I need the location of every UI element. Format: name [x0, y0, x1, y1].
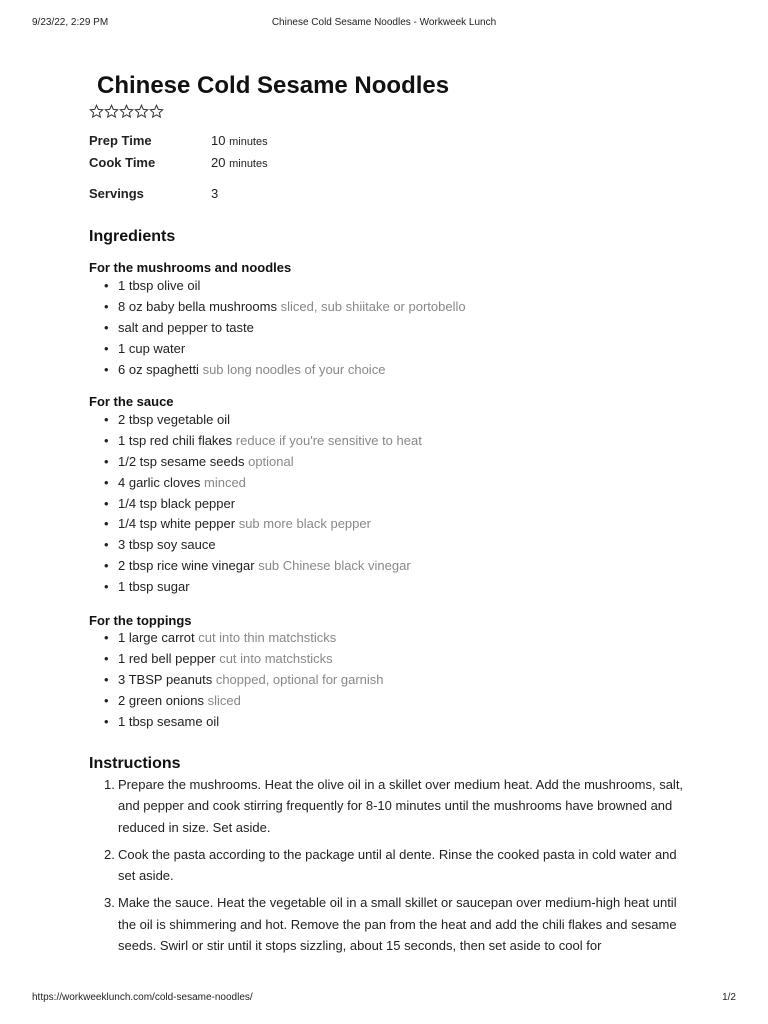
ingredient-item — [104, 452, 422, 473]
ingredient-text: salt and pepper to taste — [118, 319, 254, 335]
ingredient-text: 1 tsp red chili flakes — [118, 432, 233, 448]
cook-time-label: Cook Time — [89, 155, 156, 170]
ingredient-item — [104, 297, 466, 318]
step-text: Prepare the mushrooms. Heat the olive oil in a skillet over medium heat. Add the mushrooms, salt, and pepper and cook stirring frequently for 8-10 minutes until the mushrooms have browned and reduced in size. Set aside. — [118, 777, 684, 835]
ingredient-note: optional — [248, 453, 294, 469]
servings-label: Servings — [89, 186, 144, 201]
ingredient-text: 1 tbsp sesame oil — [118, 713, 220, 729]
ingredient-group-title: For the toppings — [89, 613, 192, 628]
instruction-step — [104, 892, 694, 956]
ingredient-item — [104, 556, 422, 577]
ingredient-item — [104, 410, 422, 431]
page-url: https://workweeklunch.com/cold-sesame-noodles/ — [32, 992, 253, 1003]
print-header — [32, 17, 736, 31]
instruction-step — [104, 774, 694, 838]
step-number: 3. — [104, 895, 115, 911]
ingredient-list — [104, 276, 466, 380]
prep-time-number: 10 — [211, 133, 226, 148]
ingredient-text: 2 tbsp vegetable oil — [118, 412, 231, 427]
star-icon[interactable] — [119, 104, 134, 119]
ingredient-item — [104, 276, 466, 297]
ingredient-note: minced — [204, 474, 246, 490]
ingredient-item — [104, 628, 384, 649]
step-number: 1. — [104, 777, 115, 792]
ingredient-note: sliced, sub shiitake or portobello — [280, 298, 466, 314]
ingredient-text: 3 TBSP peanuts — [118, 671, 213, 687]
ingredient-item — [104, 670, 384, 691]
ingredient-item — [104, 431, 422, 452]
ingredient-text: 1 cup water — [118, 340, 186, 356]
recipe-title: Chinese Cold Sesame Noodles — [97, 72, 450, 99]
ingredient-item — [104, 535, 422, 556]
ingredient-text: 8 oz baby bella mushrooms — [118, 298, 277, 314]
instruction-step — [104, 844, 694, 887]
star-icon[interactable] — [104, 104, 119, 119]
ingredient-list — [104, 410, 422, 598]
cook-time-value — [211, 155, 268, 170]
ingredient-text: 1 red bell pepper — [118, 650, 216, 666]
step-text: Cook the pasta according to the package until al dente. Rinse the cooked pasta in cold water and set aside. — [118, 846, 677, 884]
cook-time-number: 20 — [211, 155, 226, 170]
ingredient-item — [104, 318, 466, 339]
ingredient-group-title: For the sauce — [89, 394, 174, 409]
star-icon[interactable] — [134, 104, 149, 119]
prep-time-label: Prep Time — [89, 133, 152, 148]
instructions-heading: Instructions — [89, 755, 181, 772]
prep-time-value — [211, 133, 268, 148]
ingredient-note: chopped, optional for garnish — [215, 671, 384, 687]
ingredient-item — [104, 494, 422, 515]
ingredient-text: 1 large carrot — [118, 630, 195, 645]
ingredient-text: 3 tbsp soy sauce — [118, 537, 216, 553]
servings-value[interactable]: 3 — [211, 186, 219, 201]
star-icon[interactable] — [149, 104, 164, 119]
ingredient-note: cut into matchsticks — [219, 650, 333, 666]
ingredient-item — [104, 712, 384, 733]
ingredient-item — [104, 691, 384, 712]
ingredient-text: 1/4 tsp black pepper — [118, 495, 236, 511]
ingredient-text: 1/2 tsp sesame seeds — [118, 453, 245, 469]
ingredient-text: 1 tbsp olive oil — [118, 278, 201, 293]
ingredient-text: 4 garlic cloves — [118, 474, 201, 490]
print-date: 9/23/22, 2:29 PM — [32, 17, 109, 28]
ingredient-note: sub long noodles of your choice — [202, 361, 386, 377]
ingredient-item — [104, 577, 422, 598]
ingredient-group-title: For the mushrooms and noodles — [89, 260, 292, 275]
ingredient-text: 2 green onions — [118, 692, 205, 708]
ingredient-text: 1/4 tsp white pepper — [118, 516, 236, 532]
ingredient-item — [104, 360, 466, 381]
ingredient-item — [104, 339, 466, 360]
page-number: 1/2 — [722, 992, 736, 1003]
ingredient-note: sub more black pepper — [238, 516, 371, 532]
step-text: Make the sauce. Heat the vegetable oil in a small skillet or saucepan over medium-high heat until the oil is shimmering and hot. Remove the pan from the heat and add the chili flakes and sesame seeds. Swirl or stir until it stops sizzling, about 15 seconds, then set aside to cool for — [118, 895, 677, 954]
ingredient-text: 2 tbsp rice wine vinegar — [118, 558, 255, 574]
instruction-steps — [104, 774, 694, 962]
ingredient-item — [104, 514, 422, 535]
ingredient-item — [104, 473, 422, 494]
star-icon[interactable] — [89, 104, 104, 119]
ingredient-text: 1 tbsp sugar — [118, 579, 190, 595]
ingredient-note: cut into thin matchsticks — [198, 630, 337, 645]
ingredient-note: sliced — [207, 692, 241, 708]
ingredients-heading: Ingredients — [89, 228, 176, 245]
rating-stars[interactable] — [89, 104, 164, 119]
ingredient-note: sub Chinese black vinegar — [258, 558, 411, 574]
step-number: 2. — [104, 846, 115, 862]
prep-time-unit: minutes — [229, 136, 268, 148]
ingredient-note: reduce if you're sensitive to heat — [235, 432, 422, 448]
ingredient-text: 6 oz spaghetti — [118, 361, 199, 377]
ingredient-list — [104, 628, 384, 732]
cook-time-unit: minutes — [229, 158, 268, 170]
ingredient-item — [104, 649, 384, 670]
print-page-title: Chinese Cold Sesame Noodles - Workweek Lunch — [271, 17, 497, 28]
